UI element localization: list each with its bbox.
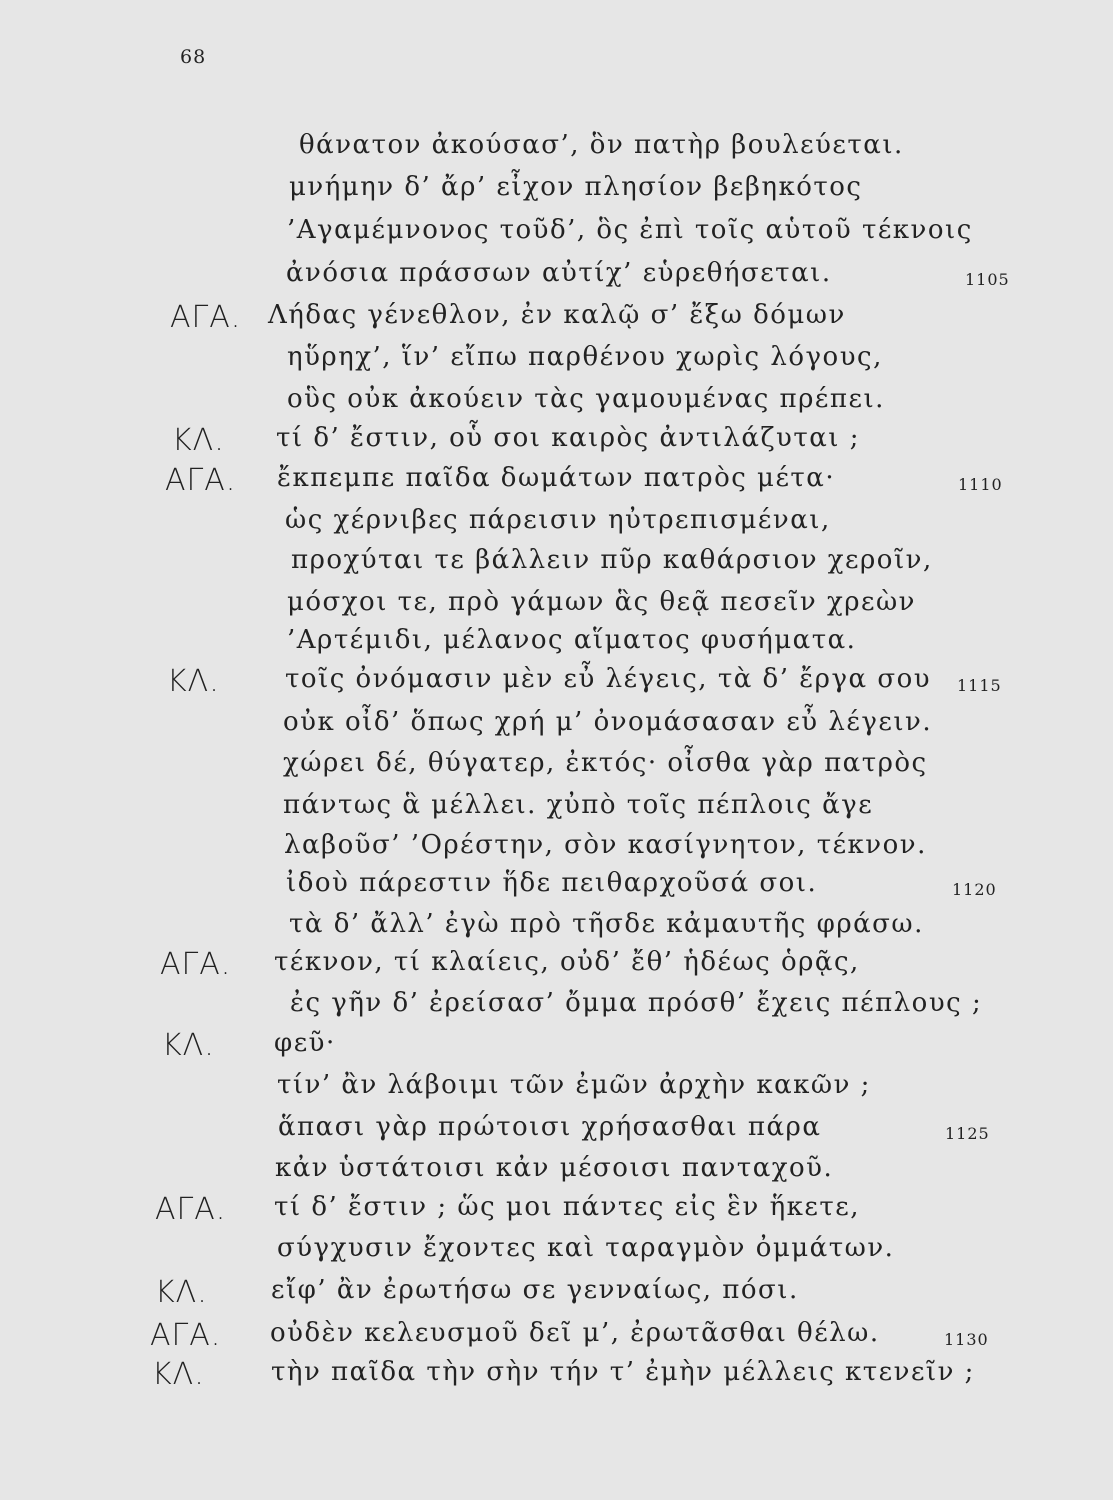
verse-line <box>0 1192 1113 1232</box>
verse-line <box>0 909 1113 949</box>
verse-text: ’Αρτέμιδι, μέλανος αἵματος φυσήματα. <box>287 625 857 655</box>
verse-line <box>0 1318 1113 1358</box>
verse-line <box>0 988 1113 1028</box>
verse-text: πάντως ἃ μέλλει. χὐπὸ τοῖς πέπλοις ἄγε <box>283 790 874 820</box>
line-number: 1115 <box>957 676 1002 695</box>
verse-text: τί δ’ ἔστιν, οὗ σοι καιρὸς ἀντιλάζυται ; <box>276 423 861 453</box>
verse-text: ’Αγαμέμνονος τοῦδ’, ὃς ἐπὶ τοῖς αὑτοῦ τέκνοις <box>287 215 973 245</box>
verse-text: φεῦ· <box>274 1028 336 1058</box>
verse-line <box>0 868 1113 908</box>
verse-text: χώρει δέ, θύγατερ, ἐκτός· οἶσθα γὰρ πατρὸς <box>283 748 928 778</box>
verse-text: μόσχοι τε, πρὸ γάμων ἃς θεᾷ πεσεῖν χρεὼν <box>287 587 916 617</box>
verse-text: εἴφ’ ἂν ἐρωτήσω σε γενναίως, πόσι. <box>271 1275 799 1305</box>
speaker-label: ΑΓΑ. <box>160 947 232 982</box>
verse-line <box>0 172 1113 212</box>
line-number: 1130 <box>944 1330 989 1349</box>
speaker-label: ΑΓΑ. <box>150 1318 222 1353</box>
verse-line <box>0 545 1113 585</box>
verse-text: Λήδας γένεθλον, ἐν καλῷ σ’ ἔξω δόμων <box>268 300 846 330</box>
page-number: 68 <box>180 46 207 68</box>
verse-line <box>0 423 1113 463</box>
verse-text: ἅπασι γὰρ πρώτοισι χρήσασθαι πάρα <box>278 1112 822 1142</box>
verse-line <box>0 1070 1113 1110</box>
verse-text: τίν’ ἂν λάβοιμι τῶν ἐμῶν ἀρχὴν κακῶν ; <box>277 1070 871 1100</box>
verse-line <box>0 830 1113 870</box>
speaker-label: ΚΛ. <box>152 1357 205 1392</box>
verse-line <box>0 1233 1113 1273</box>
verse-line <box>0 300 1113 340</box>
verse-line <box>0 505 1113 545</box>
line-number: 1110 <box>958 475 1003 494</box>
verse-line <box>0 947 1113 987</box>
verse-text: τὰ δ’ ἄλλ’ ἐγὼ πρὸ τῆσδε κἀμαυτῆς φράσω. <box>289 909 924 939</box>
line-number: 1125 <box>945 1124 990 1143</box>
verse-text: τέκνον, τί κλαίεις, οὐδ’ ἔθ’ ἡδέως ὁρᾷς, <box>274 947 860 977</box>
verse-line <box>0 258 1113 298</box>
verse-text: οὓς οὐκ ἀκούειν τὰς γαμουμένας πρέπει. <box>287 384 885 414</box>
verse-text: οὐκ οἶδ’ ὅπως χρή μ’ ὀνομάσασαν εὖ λέγειν. <box>283 707 933 737</box>
verse-line <box>0 1112 1113 1152</box>
verse-line <box>0 587 1113 627</box>
verse-line <box>0 748 1113 788</box>
verse-text: ἀνόσια πράσσων αὐτίχ’ εὑρεθήσεται. <box>286 258 832 288</box>
verse-line <box>0 664 1113 704</box>
verse-line <box>0 130 1113 170</box>
line-number: 1105 <box>965 270 1010 289</box>
speaker-label: ΚΛ. <box>172 423 225 458</box>
verse-line <box>0 1028 1113 1068</box>
verse-line <box>0 790 1113 830</box>
verse-line <box>0 1275 1113 1315</box>
speaker-label: ΑΓΑ. <box>155 1192 227 1227</box>
verse-text: κἀν ὑστάτοισι κἀν μέσοισι πανταχοῦ. <box>275 1153 834 1183</box>
line-number: 1120 <box>952 880 997 899</box>
verse-line <box>0 215 1113 255</box>
verse-text: μνήμην δ’ ἄρ’ εἶχον πλησίον βεβηκότος <box>289 172 863 202</box>
verse-text: οὐδὲν κελευσμοῦ δεῖ μ’, ἐρωτᾶσθαι θέλω. <box>270 1318 880 1348</box>
verse-text: ἰδοὺ πάρεστιν ἥδε πειθαρχοῦσά σοι. <box>286 868 818 898</box>
verse-text: θάνατον ἀκούσασ’, ὃν πατὴρ βουλεύεται. <box>299 130 904 160</box>
verse-line <box>0 707 1113 747</box>
speaker-label: ΚΛ. <box>167 664 220 699</box>
speaker-label: ΚΛ. <box>155 1275 208 1310</box>
verse-line <box>0 1357 1113 1397</box>
verse-text: λαβοῦσ’ ’Ορέστην, σὸν κασίγνητον, τέκνον. <box>284 830 927 860</box>
verse-text: ὡς χέρνιβες πάρεισιν ηὐτρεπισμέναι, <box>285 505 831 535</box>
speaker-label: ΚΛ. <box>162 1028 215 1063</box>
verse-text: ἐς γῆν δ’ ἐρείσασ’ ὄμμα πρόσθ’ ἔχεις πέπλους ; <box>290 988 983 1018</box>
verse-line <box>0 1153 1113 1193</box>
speaker-label: ΑΓΑ. <box>165 463 237 498</box>
verse-line <box>0 625 1113 665</box>
verse-text: τὴν παῖδα τὴν σὴν τήν τ’ ἐμὴν μέλλεις κτενεῖν ; <box>271 1357 975 1387</box>
verse-line <box>0 463 1113 503</box>
verse-line <box>0 342 1113 382</box>
verse-line <box>0 384 1113 424</box>
verse-text: τί δ’ ἔστιν ; ὥς μοι πάντες εἰς ἓν ἥκετε, <box>274 1192 860 1222</box>
verse-text: τοῖς ὀνόμασιν μὲν εὖ λέγεις, τὰ δ’ ἔργα σου <box>285 664 932 694</box>
verse-text: ηὕρηχ’, ἵν’ εἴπω παρθένου χωρὶς λόγους, <box>287 342 883 372</box>
verse-text: σύγχυσιν ἔχοντες καὶ ταραγμὸν ὀμμάτων. <box>277 1233 895 1263</box>
verse-text: προχύται τε βάλλειν πῦρ καθάρσιον χεροῖν, <box>291 545 933 575</box>
speaker-label: ΑΓΑ. <box>170 300 242 335</box>
verse-text: ἔκπεμπε παῖδα δωμάτων πατρὸς μέτα· <box>277 463 836 493</box>
